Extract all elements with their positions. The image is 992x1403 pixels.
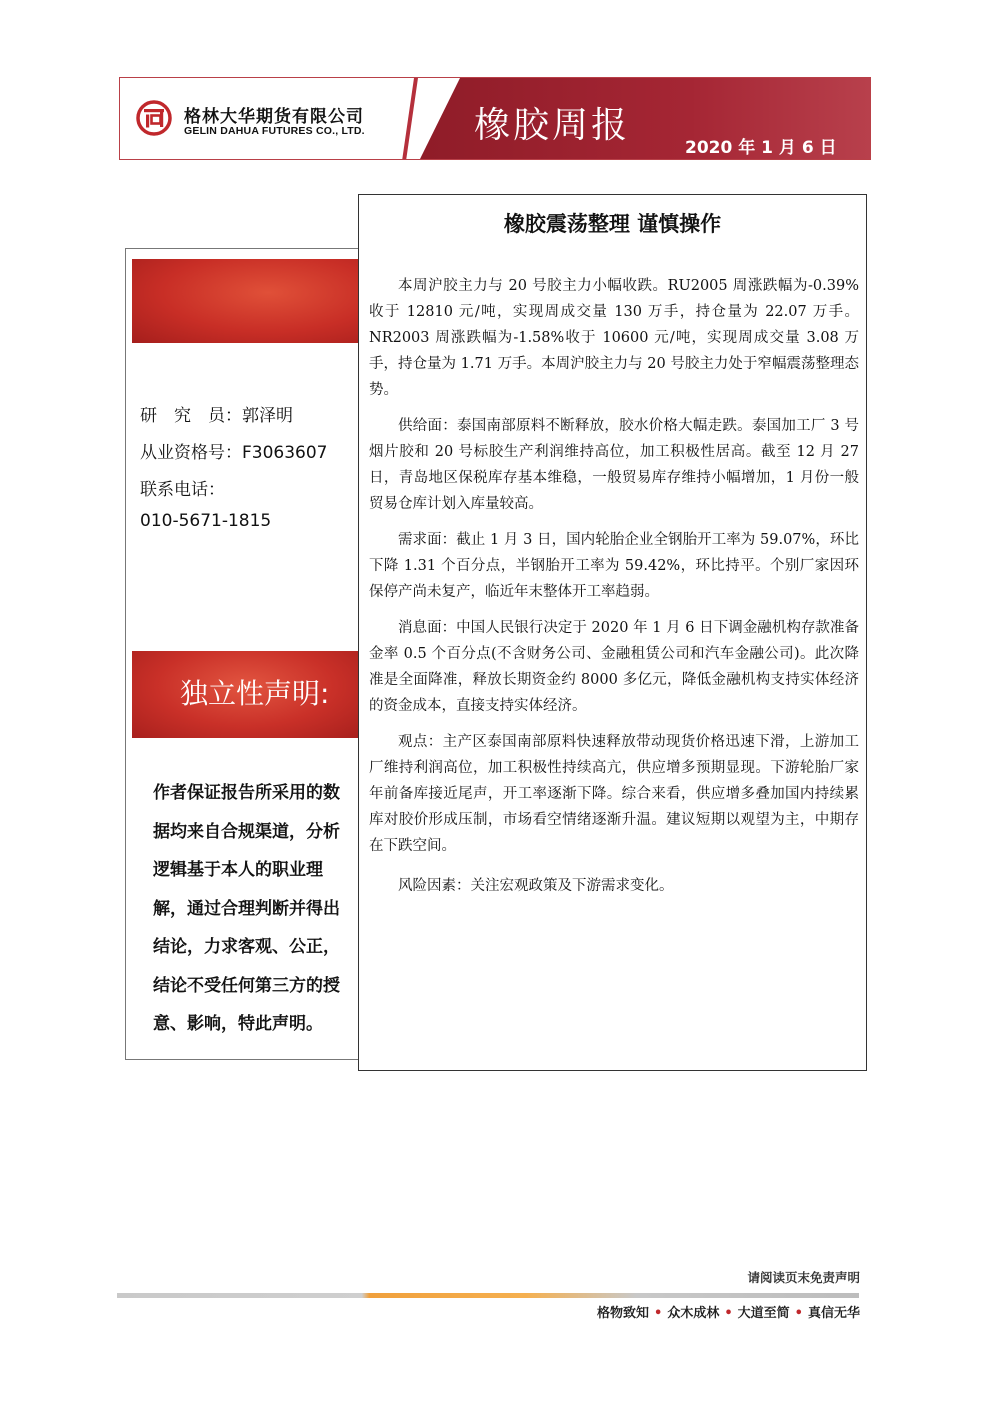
company-name-en: GELIN DAHUA FUTURES CO., LTD. (184, 125, 365, 137)
article-title: 橡胶震荡整理 谨慎操作 (503, 212, 722, 236)
company-logo-icon (136, 100, 172, 136)
report-date: 2020 年 1 月 6 日 (685, 138, 837, 158)
header-divider-stripe (402, 78, 418, 160)
sidebar-red-band-top (132, 259, 359, 343)
slogan-part: 格物致知 (597, 1306, 650, 1321)
report-header (119, 77, 871, 160)
article-body (369, 273, 859, 909)
footer-divider (117, 1293, 859, 1298)
disclaimer-text: 作者保证报告所采用的数据均来自合规渠道，分析逻辑基于本人的职业理解，通过合理判断并得出结论，力求客观、公正，结论不受任何第三方的授意、影响，特此声明。 (153, 783, 340, 1034)
slogan-part: 大道至简 (737, 1306, 790, 1321)
slogan-separator: • (724, 1306, 733, 1321)
paragraph-risk: 风险因素：关注宏观政策及下游需求变化。 (398, 878, 674, 894)
slogan-separator: • (794, 1306, 803, 1321)
report-type-title: 橡胶周报 (474, 105, 631, 146)
slogan-part: 众木成林 (667, 1306, 720, 1321)
phone-label: 联系电话： (140, 480, 225, 500)
phone-number: 010-5671-1815 (140, 511, 272, 531)
qualification-number: 从业资格号：F3063607 (140, 443, 328, 463)
slogan-part: 真信无华 (807, 1306, 860, 1321)
paragraph-market-summary: 本周沪胶主力与 20 号胶主力小幅收跌。RU2005 周涨跌幅为-0.39%收于 12810 元/吨，实现周成交量 130 万手，持仓量为 22.07 万手。NR2003 周涨跌幅为-1.58%收于 10600 元/吨，实现周成交量 3.08 万手，持仓量为 1.71 万手。本周沪胶主力与 20 号胶主力处于窄幅震荡整理态势。 (369, 278, 859, 398)
disclaimer-title: 独立性声明: (180, 677, 330, 710)
researcher-name: 研 究 员：郭泽明 (140, 406, 293, 426)
company-name-cn: 格林大华期货有限公司 (184, 107, 364, 127)
paragraph-supply: 供给面：泰国南部原料不断释放，胶水价格大幅走跌。泰国加工厂 3 号烟片胶和 20 号标胶生产利润维持高位，加工积极性居高。截至 12 月 27 日，青岛地区保税库存基本维稳，一般贸易库存维持小幅增加，1 月份一般贸易仓库计划入库量较高。 (369, 418, 859, 512)
main-content-box (358, 194, 867, 1071)
company-slogan (597, 1302, 860, 1321)
paragraph-demand: 需求面：截止 1 月 3 日，国内轮胎企业全钢胎开工率为 59.07%，环比下降 1.31 个百分点，半钢胎开工率为 59.42%，环比持平。个别厂家因环保停产尚未复产，临近年末整体开工率趋弱。 (369, 532, 859, 600)
paragraph-view: 观点：主产区泰国南部原料快速释放带动现货价格迅速下滑，上游加工厂维持利润高位，加工积极性持续高亢，供应增多预期显现。下游轮胎厂家年前备库接近尾声，开工率逐渐下降。综合来看，供应增多叠加国内持续累库对胶价形成压制，市场看空情绪逐渐升温。建议短期以观望为主，中期存在下跌空间。 (369, 734, 859, 854)
paragraph-news: 消息面：中国人民银行决定于 2020 年 1 月 6 日下调金融机构存款准备金率 0.5 个百分点(不含财务公司、金融租赁公司和汽车金融公司)。此次降准是全面降准，释放长期资金约 8000 多亿元，降低金融机构支持实体经济的资金成本，直接支持实体经济。 (369, 620, 859, 714)
slogan-separator: • (654, 1306, 663, 1321)
disclaimer-notice: 请阅读页末免责声明 (747, 1270, 860, 1285)
sidebar-bottom-rule (125, 1059, 359, 1060)
